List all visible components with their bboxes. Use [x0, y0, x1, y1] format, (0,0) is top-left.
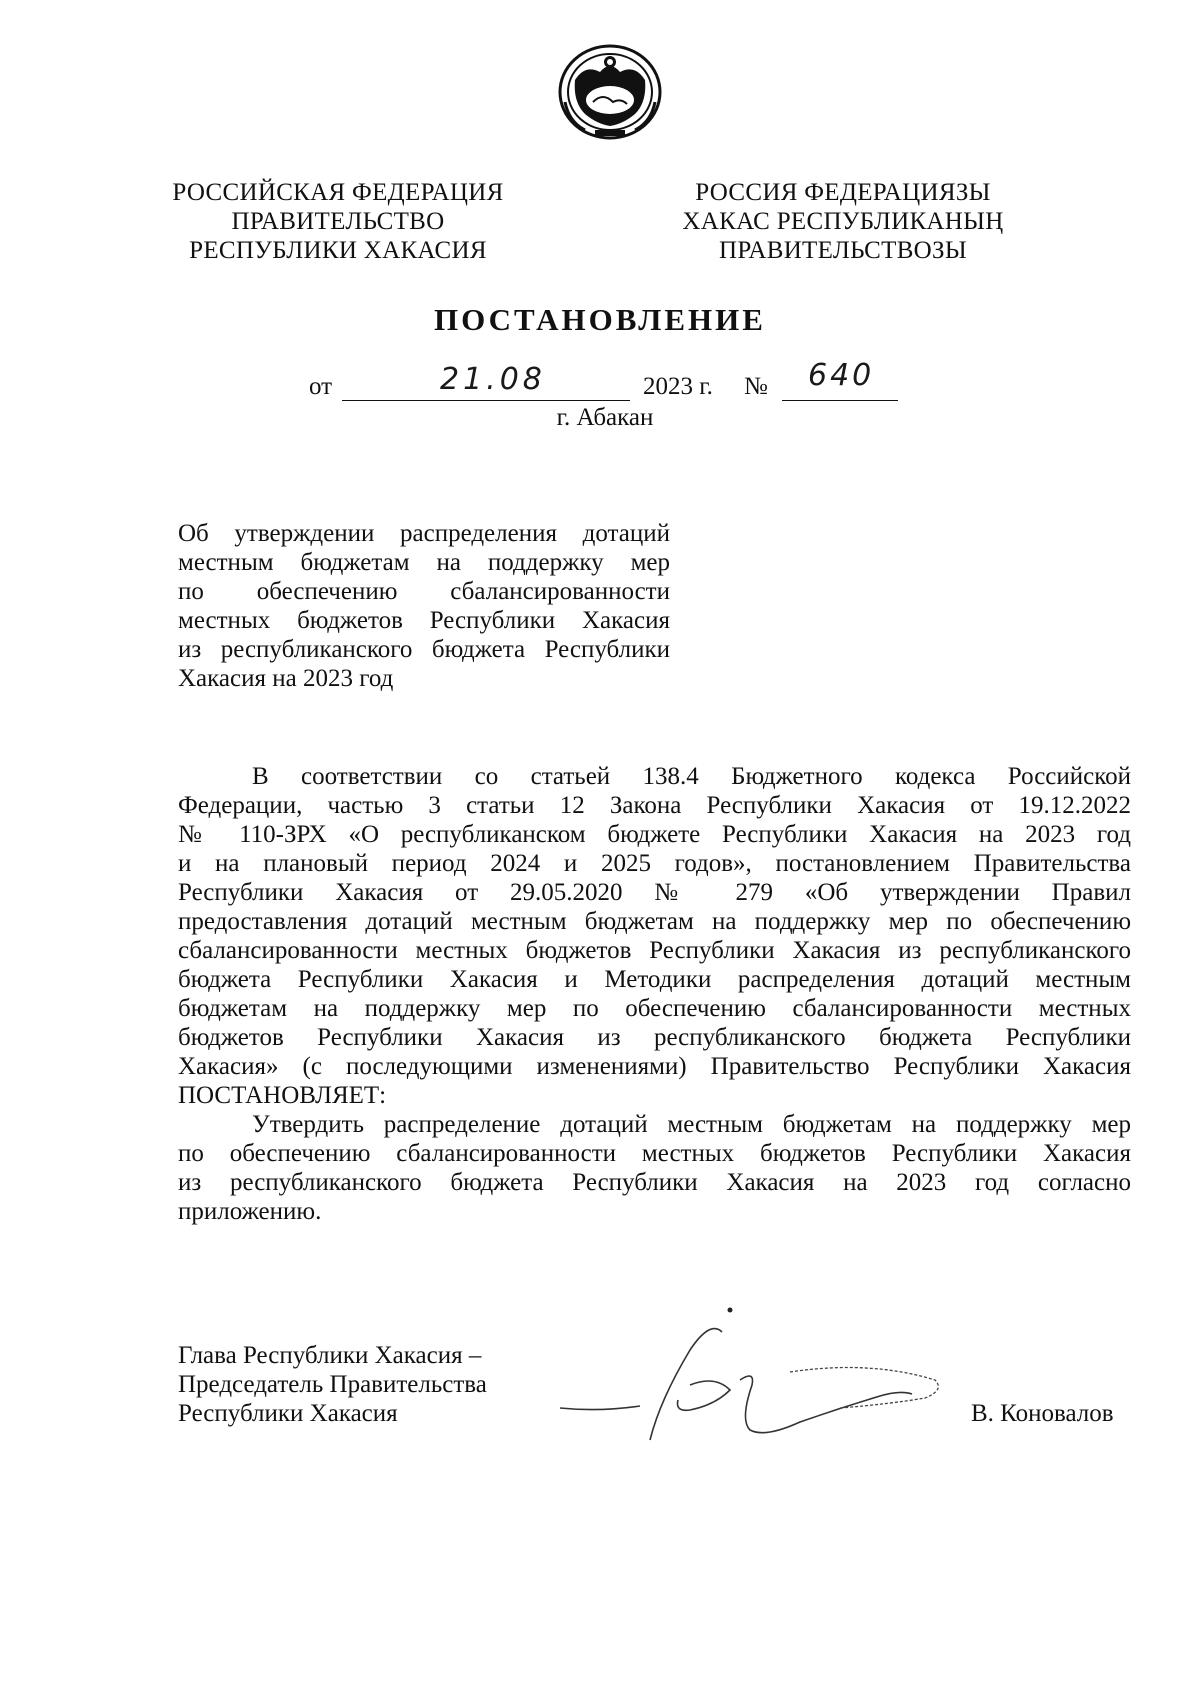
body-line: бюджета Республики Хакасия и Методики распределения дотаций местным	[178, 966, 1131, 993]
signer-title	[178, 1341, 487, 1428]
handwritten-date: 21.08	[440, 362, 546, 397]
subject-line: Об утверждении распределения дотаций	[178, 520, 670, 547]
body-line: ПОСТАНОВЛЯЕТ:	[178, 1082, 387, 1109]
subject-line: из республиканского бюджета Республики	[178, 636, 670, 663]
signer-name: В. Коновалов	[971, 1400, 1114, 1427]
body-line: приложению.	[178, 1198, 322, 1225]
date-underline	[342, 400, 630, 401]
body-line: Хакасия» (с последующими изменениями) Правительство Республики Хакасия	[178, 1053, 1131, 1080]
subject-line: Хакасия на 2023 год	[178, 665, 394, 692]
header-right-line3: ПРАВИТЕЛЬСТВОЗЫ	[719, 237, 967, 264]
header-left-line1: РОССИЙСКАЯ ФЕДЕРАЦИЯ	[172, 179, 504, 206]
header-right	[653, 178, 1033, 265]
body-line: по обеспечению сбалансированности местных бюджетов Республики Хакасия	[178, 1140, 1131, 1167]
body-line: из республиканского бюджета Республики Хакасия на 2023 год согласно	[178, 1169, 1131, 1196]
body-line: Утвердить распределение дотаций местным бюджетам на поддержку мер	[252, 1111, 1131, 1138]
header-right-line1: РОССИЯ ФЕДЕРАЦИЯЗЫ	[695, 179, 991, 206]
number-label: №	[744, 373, 768, 400]
from-label: от	[309, 373, 333, 400]
body-line: и на плановый период 2024 и 2025 годов», постановлением Правительства	[178, 850, 1131, 877]
header-right-line2: ХАКАС РЕСПУБЛИКАНЫҢ	[682, 208, 1004, 235]
body-line: Федерации, частью 3 статьи 12 Закона Республики Хакасия от 19.12.2022	[178, 792, 1131, 819]
body-line: Республики Хакасия от 29.05.2020 № 279 «Об утверждении Правил	[178, 879, 1131, 906]
subject-line: местных бюджетов Республики Хакасия	[178, 607, 670, 634]
document-subject	[178, 519, 670, 693]
year-label: 2023 г.	[643, 373, 713, 400]
signer-title-line1: Глава Республики Хакасия –	[178, 1342, 482, 1369]
number-underline	[782, 400, 898, 401]
signer-title-line3: Республики Хакасия	[178, 1400, 398, 1427]
body-line: № 110-ЗРХ «О республиканском бюджете Республики Хакасия на 2023 год	[178, 821, 1131, 848]
header-left-line2: ПРАВИТЕЛЬСТВО	[231, 208, 445, 235]
document-body	[178, 762, 1131, 1226]
header-left-line3: РЕСПУБЛИКИ ХАКАСИЯ	[189, 237, 487, 264]
signer-title-line2: Председатель Правительства	[178, 1371, 487, 1398]
subject-line: местным бюджетам на поддержку мер	[178, 549, 670, 576]
header-left	[148, 178, 528, 265]
handwritten-number: 640	[808, 358, 875, 393]
body-line: сбалансированности местных бюджетов Республики Хакасия из республиканского	[178, 937, 1131, 964]
subject-line: по обеспечению сбалансированности	[178, 578, 670, 605]
handwritten-signature	[540, 1290, 980, 1450]
body-line: В соответствии со статьей 138.4 Бюджетного кодекса Российской	[252, 763, 1131, 790]
body-line: бюджетам на поддержку мер по обеспечению сбалансированности местных	[178, 995, 1131, 1022]
body-line: бюджетов Республики Хакасия из республиканского бюджета Республики	[178, 1024, 1131, 1051]
coat-of-arms-emblem	[555, 42, 665, 142]
city-label: г. Абакан	[556, 404, 654, 431]
body-line: предоставления дотаций местным бюджетам на поддержку мер по обеспечению	[178, 908, 1131, 935]
document-type-title: ПОСТАНОВЛЕНИЕ	[434, 302, 766, 337]
